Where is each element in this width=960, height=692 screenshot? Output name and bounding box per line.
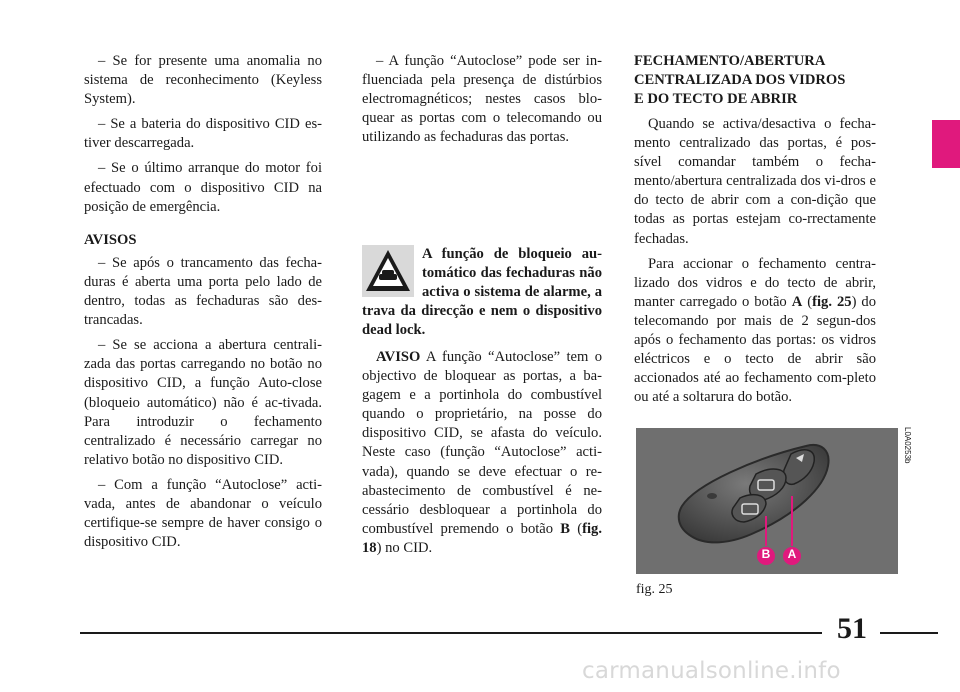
callout-b: B: [761, 547, 771, 561]
callout-a: A: [787, 547, 797, 561]
ref-punct: (: [802, 293, 813, 310]
warning-note: [362, 245, 602, 340]
aviso-paragraph: [362, 348, 602, 558]
figure-ref: fig. 25: [812, 293, 852, 310]
heading-line: CENTRALIZADA DOS VIDROS: [634, 72, 846, 88]
ref-punct: ) no CID.: [376, 539, 433, 556]
heading-line: E DO TECTO DE ABRIR: [634, 91, 798, 107]
paragraph: – A função “Autoclose” pode ser in-fluenciada pela presença de distúrbios electromagnéticos; nestes casos blo-quear as portas com o telecomando ou utilizando as fechaduras das portas.: [362, 53, 602, 146]
paragraph: [634, 255, 876, 408]
column-1: [84, 52, 322, 558]
section-heading-avisos: AVISOS: [84, 231, 137, 248]
paragraph-text: ) do telecomando por mais de 2 segun-dos após o fechamento das portas: os vidros eléctricos e o tecto de abrir são accionados até ao fechamento com-pleto ou até a soltarura do botão.: [634, 293, 877, 406]
figure-code-text: L0A0253b: [903, 427, 912, 464]
figure-code: [902, 425, 914, 485]
warning-triangle-icon: [362, 245, 414, 297]
button-a-label: A: [791, 293, 803, 310]
paragraph: – Se se acciona a abertura centrali-zada das portas carregando no botão no dispositivo CID, a função Auto-close (bloqueio automático) não é ac-tivada. Para introduzir o fechamento centralizado é necessário carregar no relativo botão no dispositivo CID.: [84, 337, 322, 468]
aviso-text: A função “Autoclose” tem o objectivo de bloquear as portas, a ba-gagem e a portinhola do combustível quando o proprietário, na posse do dispositivo CID, se afasta do veículo. Neste caso (função “Autoclose” acti-vada), quando se deve efectuar o re-abastecimento de combustível é ne-cessário desbloquear a portinhola do combustível premendo o botão: [362, 349, 602, 537]
paragraph: Quando se activa/desactiva o fecha-mento centralizado das portas, é pos-sível comandar também o fecha-mento/abertura centralizada dos vi-dros e do tecto de abrir com a con-dição que todas as portas estejam co-rrectamente fechadas.: [634, 116, 876, 247]
button-b-label: B: [560, 520, 571, 537]
paragraph: – Com a função “Autoclose” acti-vada, antes de abandonar o veículo certifique-se sempre de haver consigo o dispositivo CID.: [84, 476, 322, 551]
paragraph: – Se o último arranque do motor foi efectuado com o dispositivo CID na posição de emergência.: [84, 160, 322, 215]
heading-line: FECHAMENTO/ABERTURA: [634, 53, 826, 69]
section-tab: [932, 120, 960, 168]
footer-rule: [880, 632, 938, 634]
watermark: carmanualsonline.info: [582, 658, 841, 684]
paragraph-text: Para accionar o fechamento centra-lizado dos vidros e do tecto de abrir, manter carregado o botão: [634, 255, 876, 310]
paragraph: – Se for presente uma anomalia no sistema de reconhecimento (Keyless System).: [84, 53, 322, 108]
ref-punct: (: [570, 520, 583, 537]
footer-rule: [80, 632, 822, 634]
paragraph: – Se a bateria do dispositivo CID es-tiver descarregada.: [84, 116, 322, 152]
figure-caption: fig. 25: [636, 582, 673, 597]
column-3: [634, 52, 876, 413]
paragraph: – Se após o trancamento das fecha-duras é aberta uma porta pelo lado de dentro, todas as fechaduras são des-trancadas.: [84, 254, 322, 329]
warning-text: A função de bloqueio au-tomático das fechaduras não activa o sistema de alarme, a trava da direcção e nem o dispositivo dead lock.: [362, 246, 602, 339]
aviso-label: AVISO: [376, 349, 421, 365]
page-number: 51: [837, 612, 867, 645]
section-heading-fechamento: [634, 52, 876, 109]
key-fob-figure: [636, 428, 898, 574]
figure-ref: fig. 18: [362, 520, 602, 556]
column-2: [362, 52, 602, 153]
